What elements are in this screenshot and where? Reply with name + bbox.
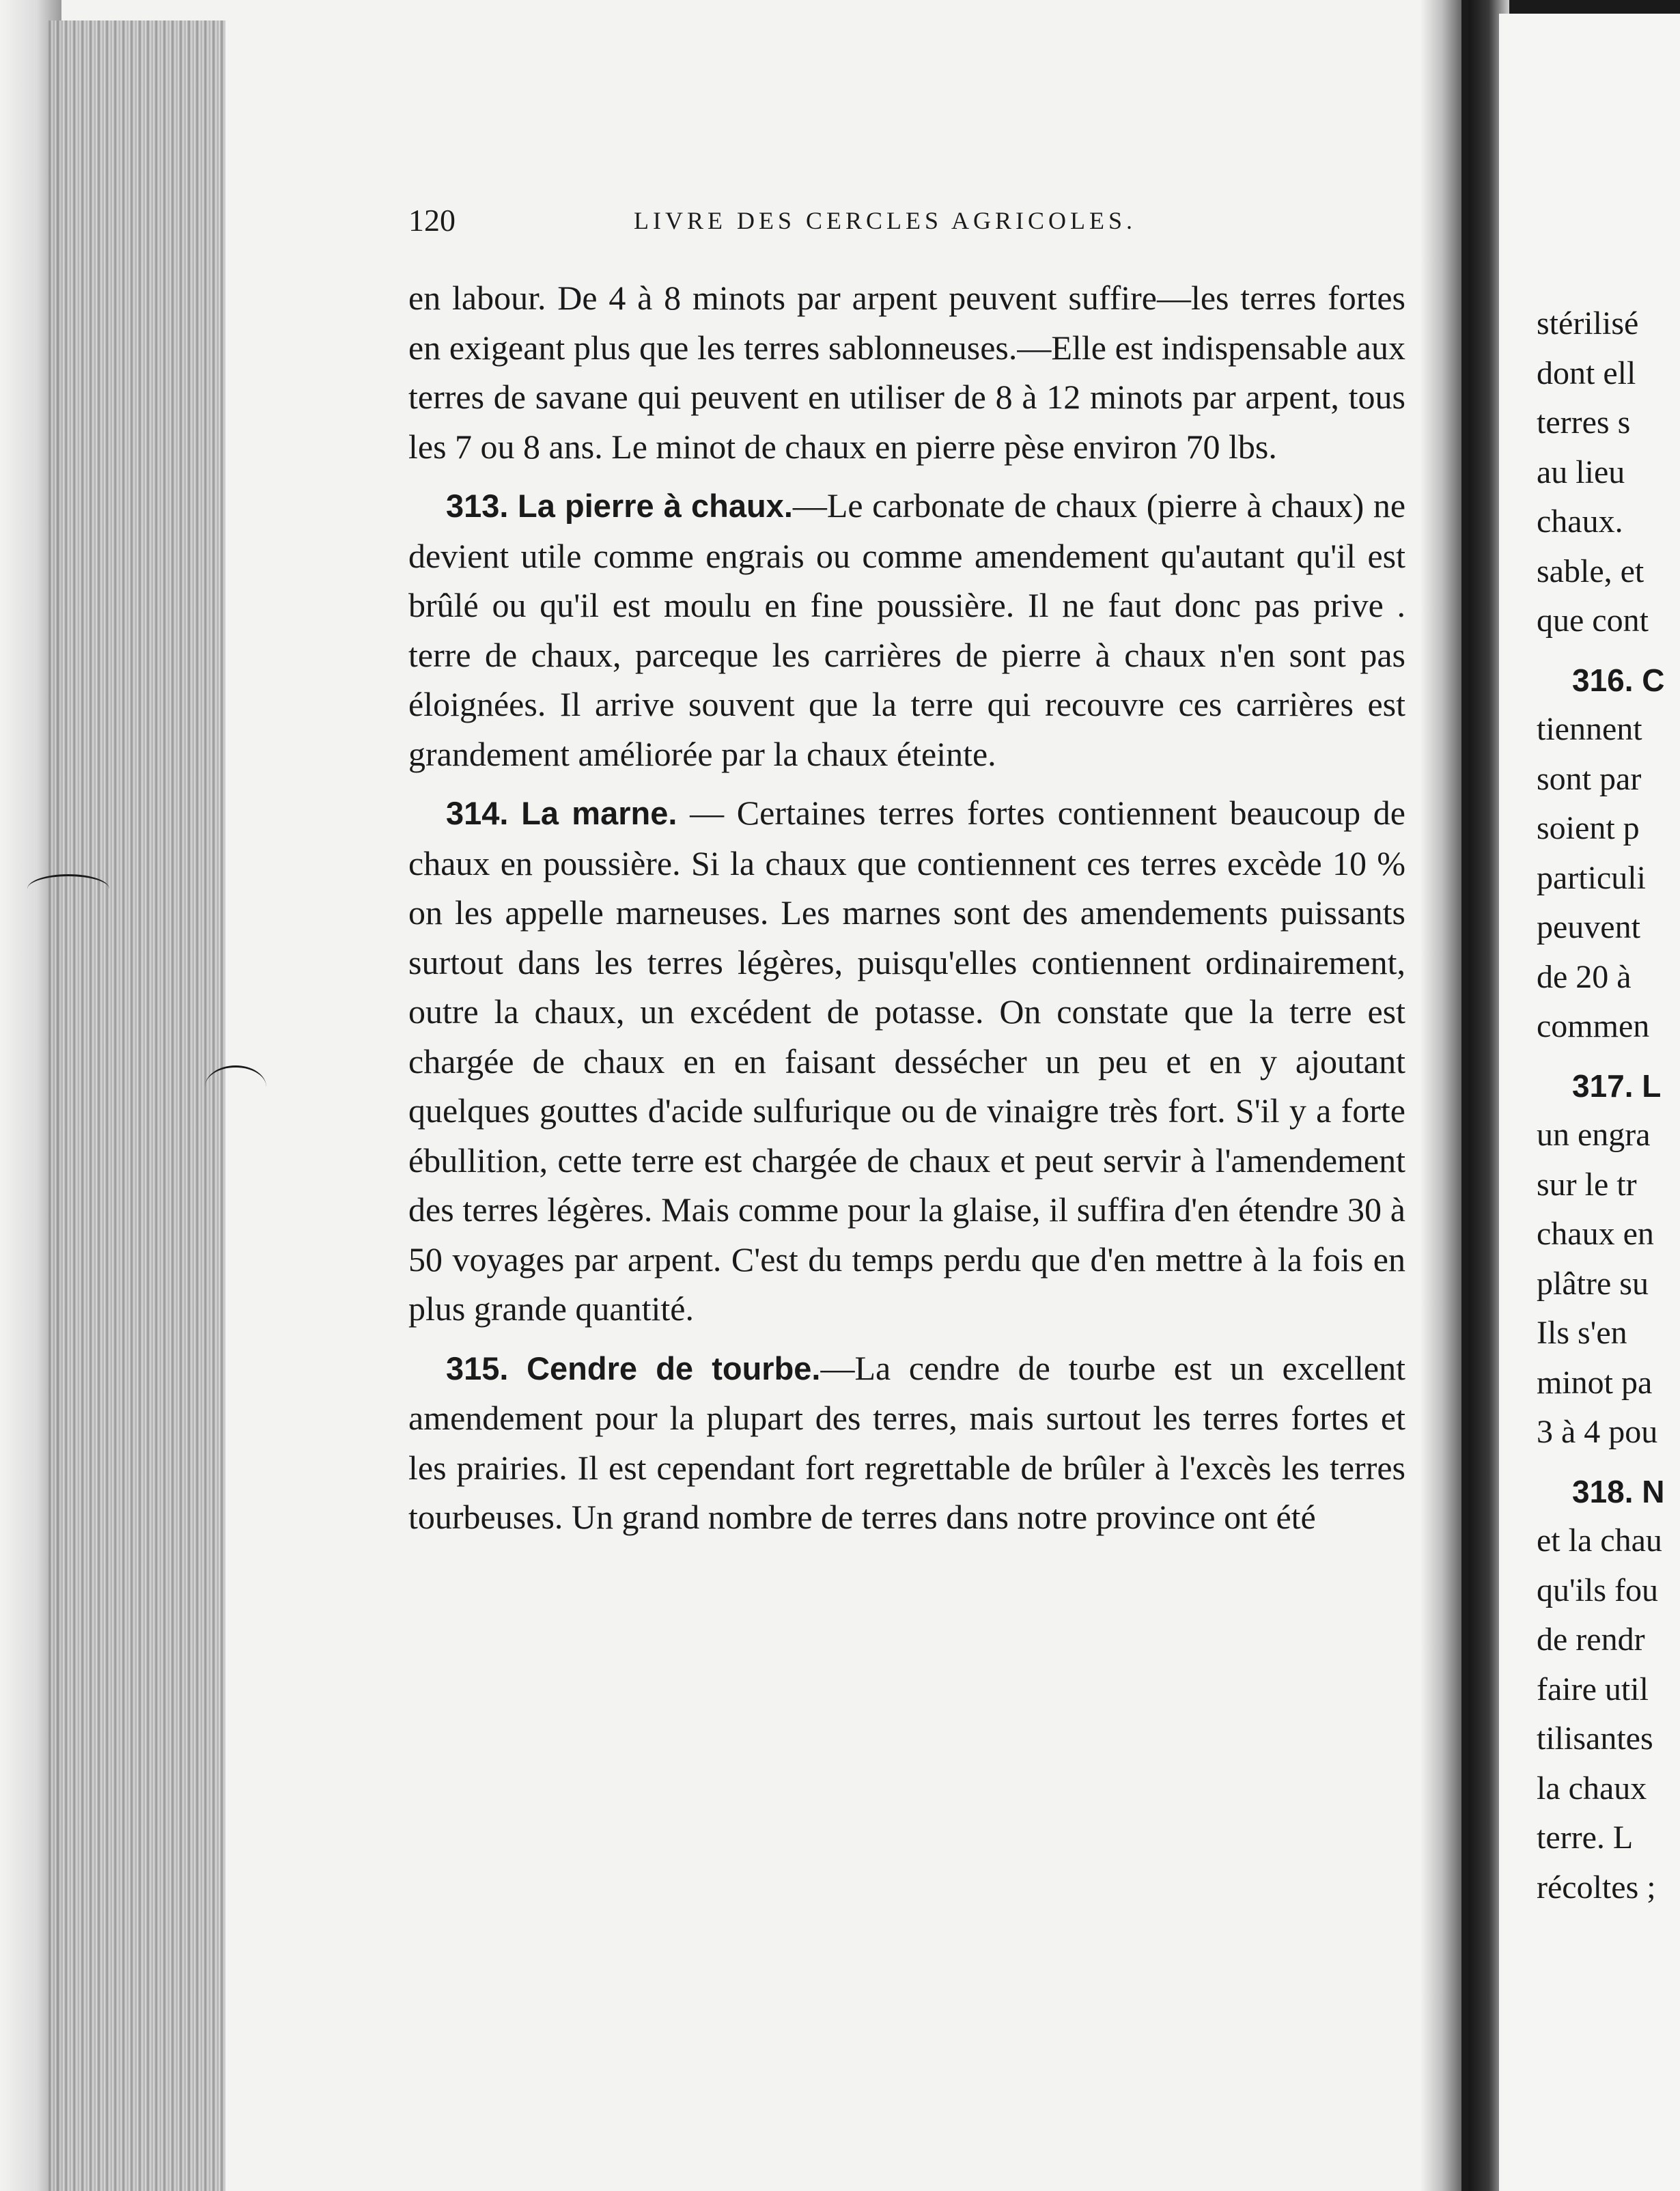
section-315: [408, 1343, 1405, 1542]
text-line: qu'ils fou: [1537, 1572, 1658, 1608]
right-page-text: [1537, 299, 1680, 1912]
text-line: chaux en: [1537, 1216, 1654, 1252]
opening-paragraph: en labour. De 4 à 8 minots par arpent peuvent suffire—les terres fortes en exigeant plus que les terres sablonneuses.—Elle est indispensable aux terres de savane qui peuvent en utiliser de 8 à 12 minots par arpent, tous les 7 ou 8 ans. Le minot de chaux en pierre pèse environ 70 lbs.: [408, 279, 1405, 466]
text-line: au lieu: [1537, 453, 1625, 490]
text-line: peuvent: [1537, 909, 1640, 945]
text-line: Ils s'en: [1537, 1315, 1627, 1351]
text-line: particuli: [1537, 859, 1646, 896]
section-313: [408, 481, 1405, 779]
text-line: la chaux: [1537, 1770, 1647, 1806]
text-line: sont par: [1537, 760, 1642, 797]
section-title: La pierre à chaux.: [518, 488, 793, 524]
section-text: —Le carbonate de chaux (pierre à chaux) ne devient utile comme engrais ou comme amendement qu'autant qu'il est brûlé ou qu'il est moulu en fine poussière. Il ne faut donc pas prive . terre de chaux, parceque les carrières de pierre à chaux n'en sont pas éloignées. Il arrive souvent que la terre qui recouvre ces carrières est grandement améliorée par la chaux éteinte.: [408, 486, 1406, 773]
text-line: 3 à 4 pou: [1537, 1414, 1658, 1450]
section-number: 315.: [446, 1350, 509, 1386]
text-line: de 20 à: [1537, 958, 1632, 995]
text-line: dont ell: [1537, 354, 1636, 391]
text-line: chaux.: [1537, 503, 1623, 540]
section-number: 314.: [446, 795, 509, 831]
section-heading-line: 317. L: [1572, 1067, 1662, 1104]
text-line: plâtre su: [1537, 1265, 1649, 1302]
gutter-shadow: [1420, 0, 1461, 2191]
margin-mark: [27, 874, 109, 904]
page-edges: [48, 20, 225, 2191]
text-line: commen: [1537, 1008, 1650, 1044]
text-line: que cont: [1537, 602, 1649, 639]
text-line: minot pa: [1537, 1364, 1653, 1401]
text-line: stérilisé: [1537, 305, 1639, 341]
text-line: terre. L: [1537, 1819, 1634, 1856]
margin-mark: [205, 1065, 266, 1108]
section-number: 313.: [446, 488, 509, 524]
running-head-title: LIVRE DES CERCLES AGRICOLES.: [634, 207, 1137, 234]
text-line: terres s: [1537, 404, 1631, 441]
section-heading-line: 316. C: [1572, 662, 1665, 698]
text-line: tiennent: [1537, 711, 1642, 747]
section-text: — Certaines terres fortes contiennent beaucoup de chaux en poussière. Si la chaux que contiennent ces terres excède 10 % on les appelle marneuses. Les marnes sont des amendements puissants surtout dans les terres légères, puisqu'elles contiennent ordinairement, outre la chaux, un excédent de potasse. On constate que la terre est chargée de chaux en en faisant dessécher un peu et en y ajoutant quelques gouttes d'acide sulfurique ou de vinaigre très fort. S'il y a forte ébullition, cette terre est chargée de chaux et peut servir à l'amendement des terres légères. Mais comme pour la glaise, il suffira d'en étendre 30 à 50 voyages par arpent. C'est du temps perdu que d'en mettre à la fois en plus grande quantité.: [408, 794, 1406, 1328]
section-title: Cendre de tourbe.: [527, 1350, 821, 1386]
text-line: de rendr: [1537, 1621, 1645, 1658]
text-line: faire util: [1537, 1671, 1649, 1707]
section-text: —La cendre de tourbe est un excellent amendement pour la plupart des terres, mais surtout les terres fortes et les prairies. Il est cependant fort regrettable de brûler à l'excès les terres tourbeuses. Un grand nombre de terres dans notre province ont été: [408, 1348, 1406, 1536]
running-head: [408, 202, 1405, 243]
text-line: récoltes ;: [1537, 1869, 1656, 1906]
text-line: sable, et: [1537, 553, 1644, 589]
text-line: et la chau: [1537, 1522, 1662, 1559]
text-line: sur le tr: [1537, 1166, 1637, 1203]
section-heading-line: 318. N: [1572, 1473, 1665, 1509]
page-text: [408, 273, 1405, 1542]
section-314: [408, 788, 1405, 1334]
page-number: 120: [408, 203, 456, 238]
section-title: La marne.: [521, 795, 677, 831]
right-page: [1499, 14, 1680, 2191]
text-line: un engra: [1537, 1117, 1651, 1153]
text-line: soient p: [1537, 810, 1640, 846]
text-line: tilisantes: [1537, 1720, 1653, 1757]
